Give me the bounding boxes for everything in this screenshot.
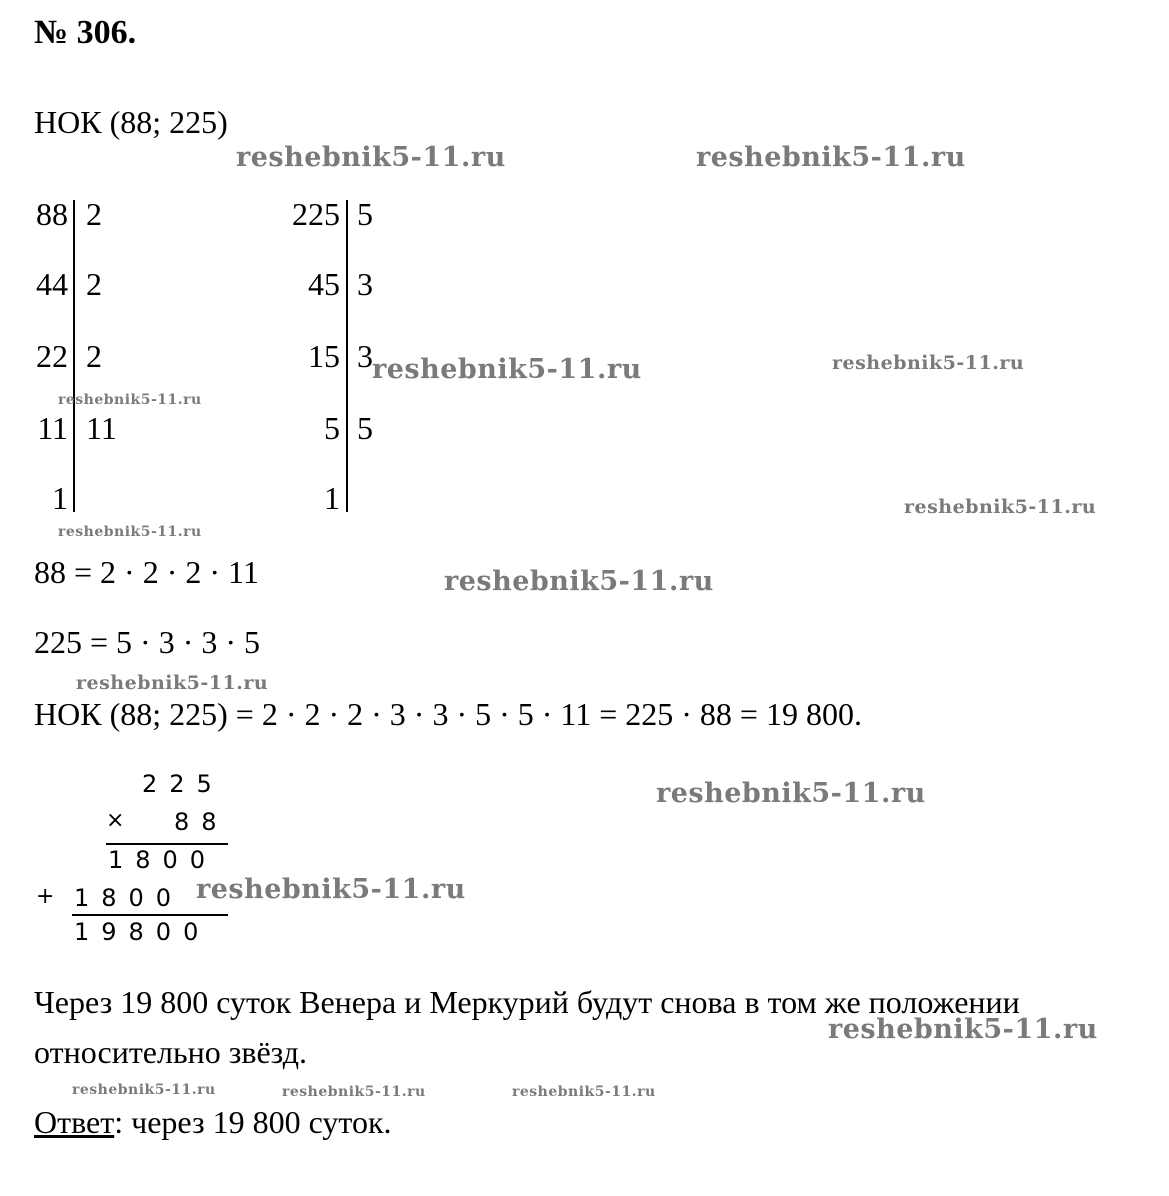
watermark: reshebnik5-11.ru [372,354,642,385]
divisor: 5 [357,410,373,446]
dividend-88: 88 [36,196,68,232]
watermark: reshebnik5-11.ru [696,142,966,173]
dividend: 5 [324,410,340,446]
divisor: 3 [357,338,373,374]
dividend: 1 [52,480,68,516]
multiplicand: 225 [142,770,224,798]
watermark: reshebnik5-11.ru [196,874,466,905]
division-bar [346,200,348,512]
dividend: 45 [308,266,340,302]
plus-sign: + [36,884,55,909]
product-line-1 [106,843,228,845]
factorization-225-line: 225 = 5 · 3 · 3 · 5 [34,624,261,660]
partial-product-1: 1800 [108,846,218,874]
watermark: reshebnik5-11.ru [656,778,926,809]
watermark: reshebnik5-11.ru [236,142,506,173]
divisor: 2 [86,338,102,374]
watermark: reshebnik5-11.ru [58,524,202,540]
watermark: reshebnik5-11.ru [282,1084,426,1100]
watermark: reshebnik5-11.ru [904,496,1097,518]
watermark: reshebnik5-11.ru [512,1084,656,1100]
factorization-88-line: 88 = 2 · 2 · 2 · 11 [34,554,259,590]
watermark: reshebnik5-11.ru [828,1014,1098,1045]
watermark: reshebnik5-11.ru [832,352,1025,374]
watermark: reshebnik5-11.ru [76,672,269,694]
answer-text: : через 19 800 суток. [114,1104,392,1140]
problem-number: № 306. [34,14,137,51]
divisor: 5 [357,196,373,232]
answer-label: Ответ [34,1104,115,1140]
watermark: reshebnik5-11.ru [58,392,202,408]
dividend: 15 [308,338,340,374]
dividend: 11 [37,410,68,446]
partial-product-2: 1800 [74,884,184,912]
dividend: 1 [324,480,340,516]
answer-line [34,1104,392,1140]
divisor: 2 [86,196,102,232]
divisor: 2 [86,266,102,302]
dividend: 22 [36,338,68,374]
final-product: 19800 [74,918,211,946]
division-bar [73,200,75,512]
conclusion-line-2: относительно звёзд. [34,1034,307,1070]
times-sign: × [106,808,125,833]
watermark: reshebnik5-11.ru [72,1082,216,1098]
divisor: 11 [86,410,117,446]
conclusion-line-1: Через 19 800 суток Венера и Меркурий будут снова в том же положении [34,984,1020,1020]
lcm-result-line: НОК (88; 225) = 2 · 2 · 2 · 3 · 3 · 5 · 5 · 11 = 225 · 88 = 19 800. [34,696,862,732]
dividend: 44 [36,266,68,302]
lcm-heading: НОК (88; 225) [34,104,228,140]
multiplier: 88 [174,808,229,836]
dividend-225: 225 [292,196,340,232]
divisor: 3 [357,266,373,302]
watermark: reshebnik5-11.ru [444,566,714,597]
product-line-2 [72,914,228,916]
